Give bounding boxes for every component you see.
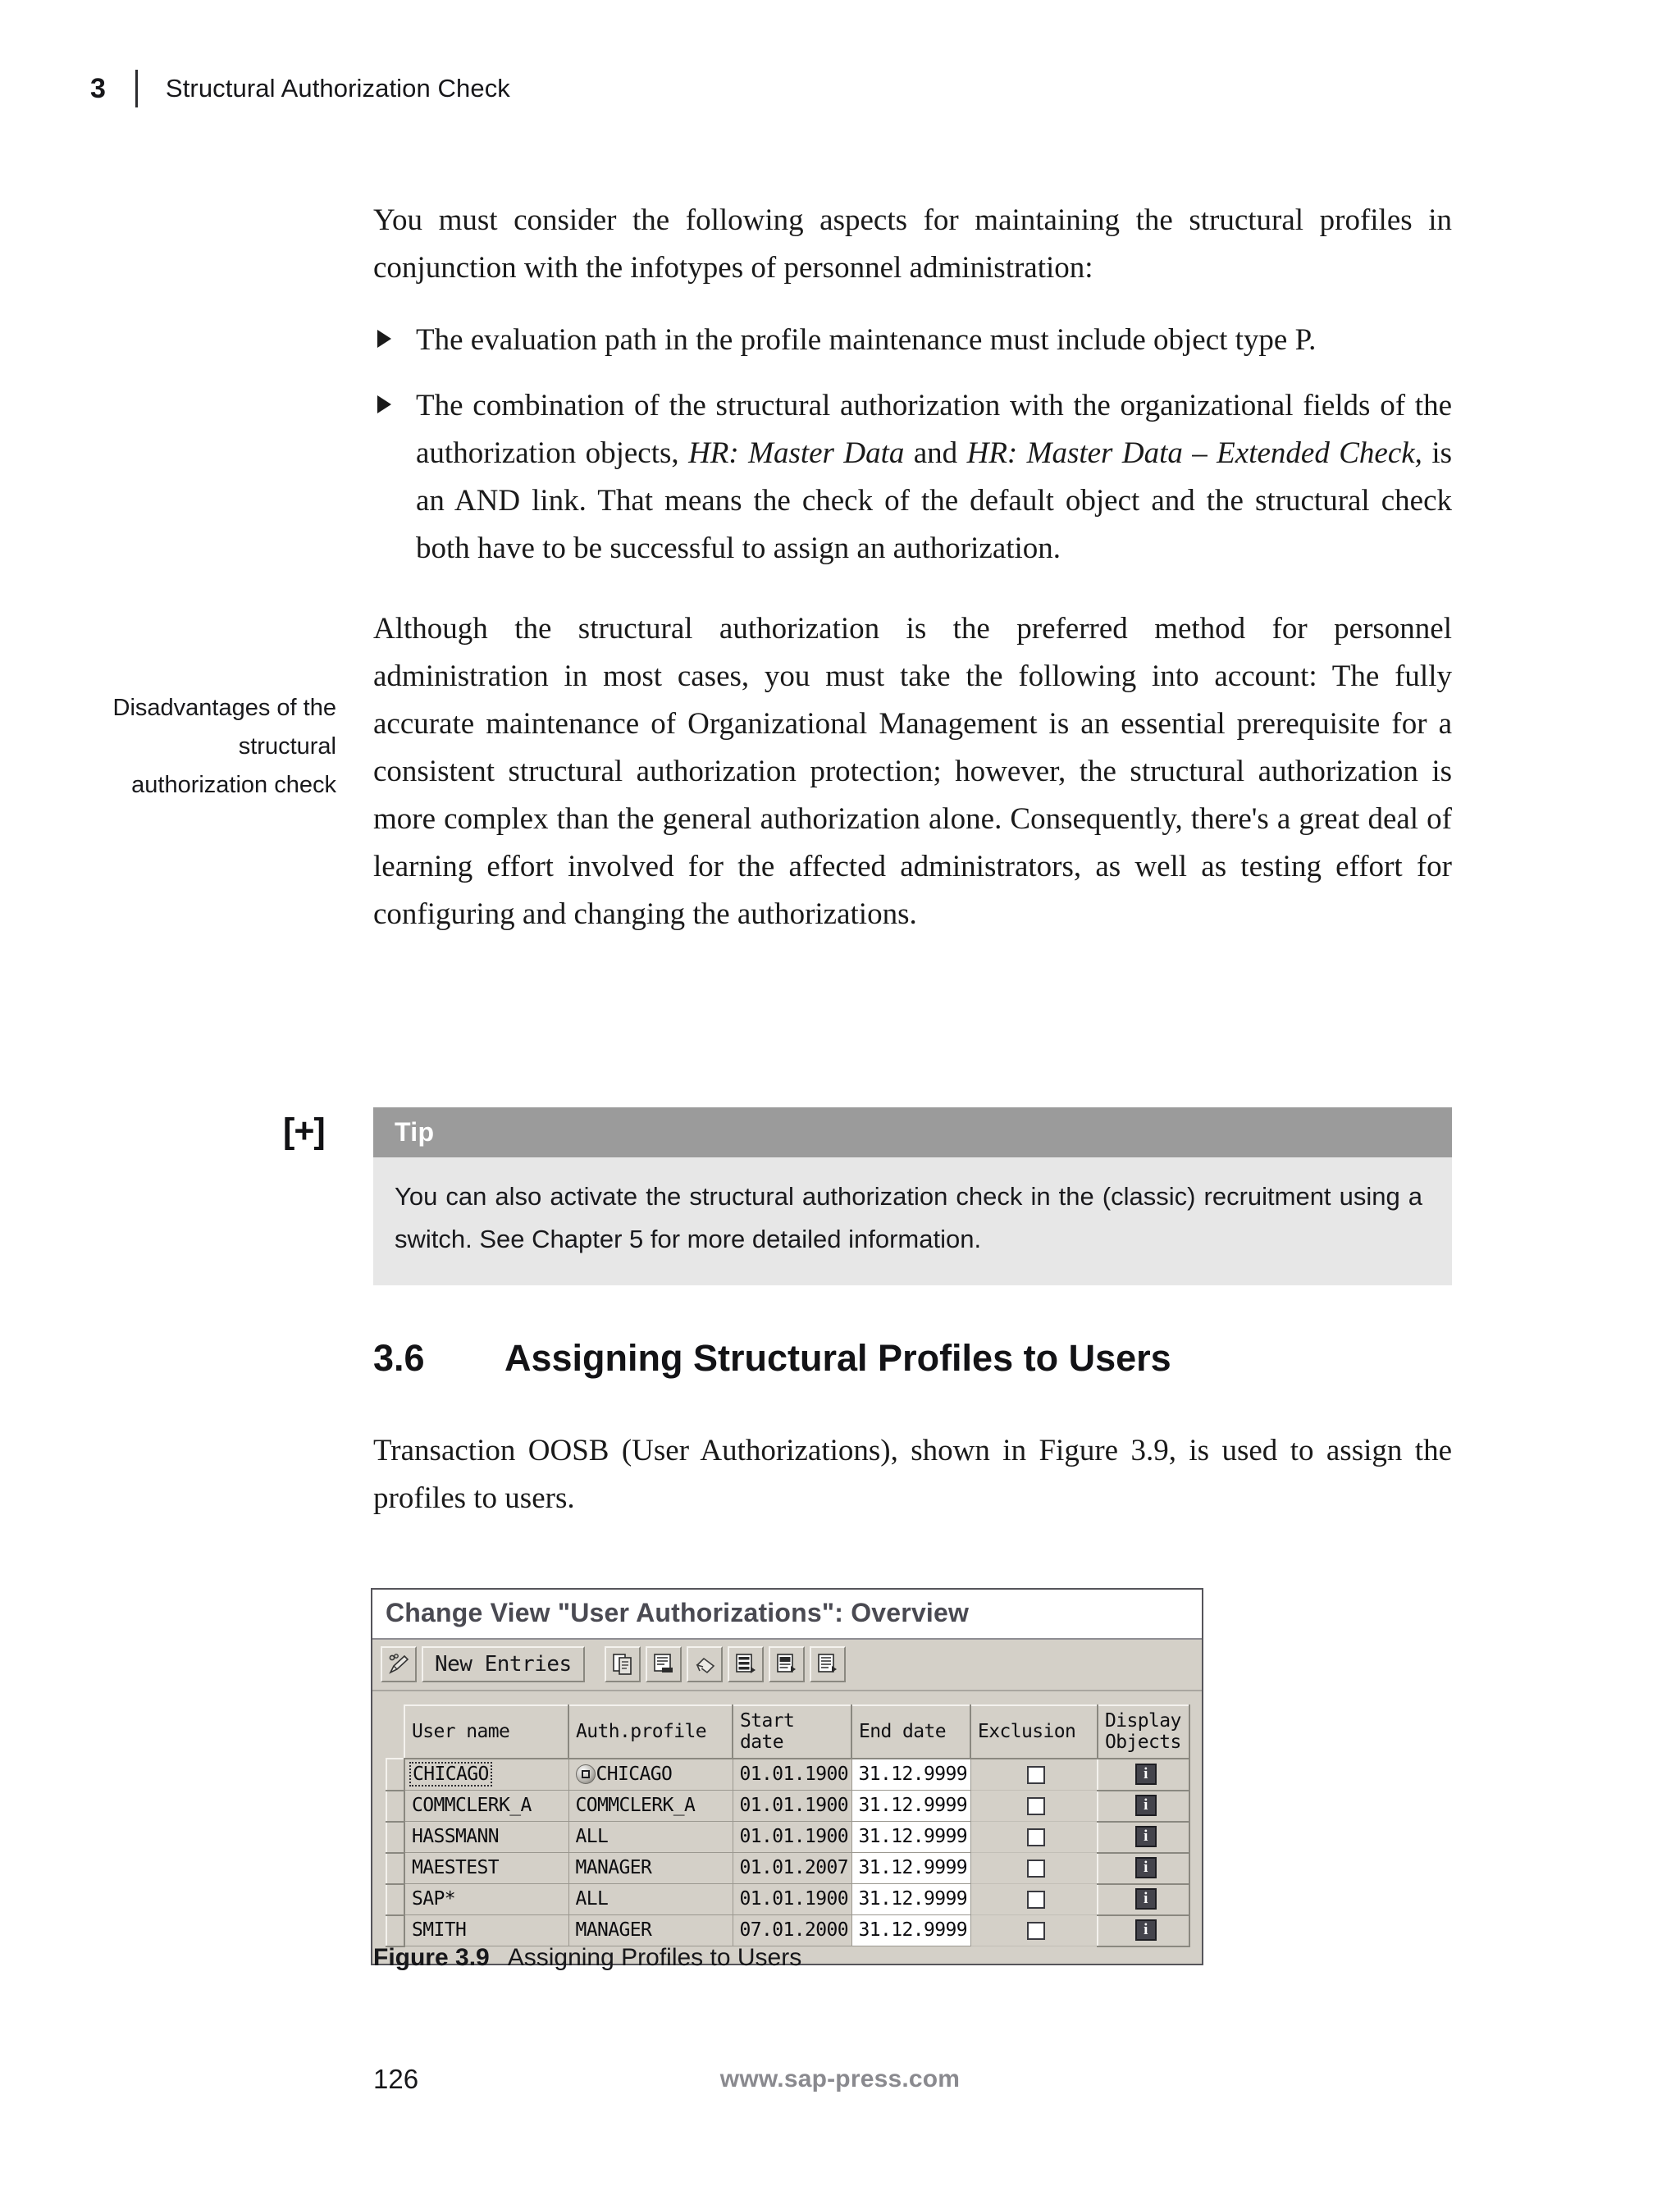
figure-caption-text: Assigning Profiles to Users: [507, 1944, 802, 1971]
cell-user-name[interactable]: SMITH: [404, 1915, 568, 1946]
cell-display-objects[interactable]: [1098, 1791, 1189, 1822]
cell-display-objects[interactable]: [1098, 1884, 1189, 1915]
sap-window-title: Change View "User Authorizations": Overview: [372, 1590, 1202, 1640]
cell-auth-profile[interactable]: COMMCLERK_A: [568, 1791, 733, 1822]
cell-end-date[interactable]: 31.12.9999: [851, 1884, 970, 1915]
sap-grid-container: [372, 1691, 1202, 1964]
row-select-button[interactable]: [386, 1759, 404, 1791]
cell-end-date[interactable]: 31.12.9999: [851, 1915, 970, 1946]
cell-exclusion[interactable]: [970, 1853, 1098, 1884]
section-heading: [373, 1337, 1452, 1380]
info-icon[interactable]: i: [1135, 1826, 1157, 1847]
cell-start-date[interactable]: 01.01.1900: [733, 1791, 851, 1822]
row-select-button[interactable]: [386, 1822, 404, 1853]
user-authorizations-table: [386, 1704, 1190, 1947]
exclusion-checkbox[interactable]: [1027, 1766, 1045, 1784]
bullet-triangle-icon: [377, 395, 391, 413]
column-header-exclusion[interactable]: Exclusion: [970, 1705, 1098, 1759]
cell-start-date[interactable]: 01.01.1900: [733, 1822, 851, 1853]
select-column-header: [386, 1705, 404, 1759]
sap-screenshot-window: [371, 1588, 1203, 1965]
cell-auth-profile[interactable]: [568, 1759, 733, 1791]
list-item-emphasis: HR: Master Data: [688, 436, 905, 470]
cell-auth-profile[interactable]: MANAGER: [568, 1853, 733, 1884]
cell-end-date[interactable]: 31.12.9999: [851, 1822, 970, 1853]
cell-start-date[interactable]: 07.01.2000: [733, 1915, 851, 1946]
focused-field[interactable]: CHICAGO: [409, 1762, 492, 1787]
pencil-icon: [386, 1652, 411, 1677]
delete-row-icon-button[interactable]: [646, 1646, 682, 1682]
pencil-icon-button[interactable]: [381, 1646, 417, 1682]
table-row[interactable]: [386, 1822, 1189, 1853]
bullet-list: [373, 317, 1452, 573]
cell-start-date[interactable]: 01.01.2007: [733, 1853, 851, 1884]
running-head: [90, 69, 510, 108]
select-block-icon: [774, 1652, 799, 1677]
copy-icon: [610, 1652, 635, 1677]
column-header-display-objects[interactable]: Display Objects: [1098, 1705, 1189, 1759]
delete-row-icon: [651, 1652, 676, 1677]
list-item: [373, 382, 1452, 573]
cell-user-name[interactable]: [404, 1759, 568, 1791]
margin-note: Disadvantages of the structural authorization check: [112, 695, 336, 798]
list-item: [373, 317, 1452, 364]
column-header-auth-profile[interactable]: Auth.profile: [568, 1705, 733, 1759]
page-number: 126: [373, 2064, 419, 2094]
row-select-button[interactable]: [386, 1791, 404, 1822]
cell-display-objects[interactable]: [1098, 1822, 1189, 1853]
cell-exclusion[interactable]: [970, 1791, 1098, 1822]
cell-auth-profile[interactable]: MANAGER: [568, 1915, 733, 1946]
tip-text: You can also activate the structural authorization check in the (classic) recruitment using a switch. See Chapter 5 for more detailed information.: [373, 1157, 1452, 1285]
exclusion-checkbox[interactable]: [1027, 1860, 1045, 1878]
column-header-start-date[interactable]: Start date: [733, 1705, 851, 1759]
cell-start-date[interactable]: 01.01.1900: [733, 1884, 851, 1915]
exclusion-checkbox[interactable]: [1027, 1797, 1045, 1815]
cell-end-date[interactable]: 31.12.9999: [851, 1759, 970, 1791]
undo-icon-button[interactable]: [687, 1646, 723, 1682]
sap-toolbar: [372, 1640, 1202, 1691]
cell-user-name[interactable]: COMMCLERK_A: [404, 1791, 568, 1822]
select-all-icon-button[interactable]: [728, 1646, 764, 1682]
table-row[interactable]: [386, 1853, 1189, 1884]
list-item-text-part: is an AND link. That means the check of the default object and the structural check both have to be successful to assign an authorization.: [416, 436, 1453, 565]
disadvantages-paragraph: Although the structural authorization is the preferred method for personnel administration in most cases, you must take the following into account: The fully accurate maintenance of Organizational Management is an essential prerequisite for a consistent structural authorization protection; however, the structural authorization is more complex than the general authorization alone. Consequently, there's a great deal of learning effort involved for the affected administrators, as well as testing effort for configuring and changing the authorizations.: [373, 612, 1452, 931]
select-all-icon: [733, 1652, 758, 1677]
list-item-emphasis: HR: Master Data – Extended Check,: [966, 436, 1422, 470]
list-item-text-part: The combination of the structural authorization with the organizational fields of the authorization objects,: [416, 389, 1452, 470]
info-icon[interactable]: i: [1135, 1888, 1157, 1910]
column-header-user-name[interactable]: User name: [404, 1705, 568, 1759]
list-item-text: The evaluation path in the profile maintenance must include object type P.: [416, 323, 1317, 357]
cell-end-date[interactable]: 31.12.9999: [851, 1791, 970, 1822]
cell-user-name[interactable]: HASSMANN: [404, 1822, 568, 1853]
copy-icon-button[interactable]: [605, 1646, 641, 1682]
chapter-title: Structural Authorization Check: [165, 74, 510, 103]
deselect-icon-button[interactable]: [810, 1646, 846, 1682]
cell-display-objects[interactable]: [1098, 1759, 1189, 1791]
cell-auth-profile[interactable]: ALL: [568, 1884, 733, 1915]
cell-start-date[interactable]: 01.01.1900: [733, 1759, 851, 1791]
cell-exclusion[interactable]: [970, 1822, 1098, 1853]
tip-heading: Tip: [373, 1107, 1452, 1157]
cell-auth-profile-text: CHICAGO: [596, 1764, 673, 1785]
text-column: [373, 197, 1452, 938]
cell-exclusion[interactable]: [970, 1884, 1098, 1915]
table-body: [386, 1759, 1189, 1946]
column-header-end-date[interactable]: End date: [851, 1705, 970, 1759]
value-help-icon[interactable]: [576, 1764, 596, 1784]
cell-user-name[interactable]: MAESTEST: [404, 1853, 568, 1884]
exclusion-checkbox[interactable]: [1027, 1891, 1045, 1909]
figure-caption-label: Figure 3.9: [373, 1944, 490, 1971]
cell-display-objects[interactable]: [1098, 1915, 1189, 1946]
exclusion-checkbox[interactable]: [1027, 1828, 1045, 1846]
footer-url: www.sap-press.com: [719, 2065, 961, 2092]
figure-caption: [373, 1944, 801, 1972]
cell-user-name[interactable]: SAP*: [404, 1884, 568, 1915]
info-icon[interactable]: i: [1135, 1919, 1157, 1941]
tip-box: [373, 1107, 1452, 1285]
row-select-button[interactable]: [386, 1853, 404, 1884]
section-paragraph: Transaction OOSB (User Authorizations), shown in Figure 3.9, is used to assign the profiles to users.: [373, 1434, 1452, 1515]
exclusion-checkbox[interactable]: [1027, 1922, 1045, 1940]
undo-icon: [692, 1652, 717, 1677]
info-icon[interactable]: i: [1135, 1857, 1157, 1878]
new-entries-button[interactable]: New Entries: [422, 1646, 585, 1682]
cell-auth-profile[interactable]: ALL: [568, 1822, 733, 1853]
row-select-button[interactable]: [386, 1915, 404, 1946]
select-block-icon-button[interactable]: [769, 1646, 805, 1682]
table-row[interactable]: [386, 1759, 1189, 1791]
section-title: Assigning Structural Profiles to Users: [504, 1337, 1171, 1379]
table-row[interactable]: [386, 1791, 1189, 1822]
info-icon[interactable]: i: [1135, 1795, 1157, 1816]
section-number: 3.6: [373, 1337, 425, 1379]
row-select-button[interactable]: [386, 1884, 404, 1915]
cell-exclusion[interactable]: [970, 1915, 1098, 1946]
bullet-triangle-icon: [377, 330, 391, 348]
table-row[interactable]: [386, 1915, 1189, 1946]
info-icon[interactable]: i: [1135, 1764, 1157, 1785]
deselect-icon: [815, 1652, 840, 1677]
cell-exclusion[interactable]: [970, 1759, 1098, 1791]
table-row[interactable]: [386, 1884, 1189, 1915]
cell-end-date[interactable]: 31.12.9999: [851, 1853, 970, 1884]
running-head-divider: [135, 70, 138, 107]
chapter-number: 3: [90, 73, 106, 104]
tip-marker: [+]: [283, 1111, 325, 1151]
list-item-text-part: and: [904, 436, 967, 470]
intro-paragraph: You must consider the following aspects for maintaining the structural profiles in conjunction with the infotypes of personnel administration:: [373, 203, 1452, 285]
cell-display-objects[interactable]: [1098, 1853, 1189, 1884]
table-header: [386, 1705, 1189, 1759]
